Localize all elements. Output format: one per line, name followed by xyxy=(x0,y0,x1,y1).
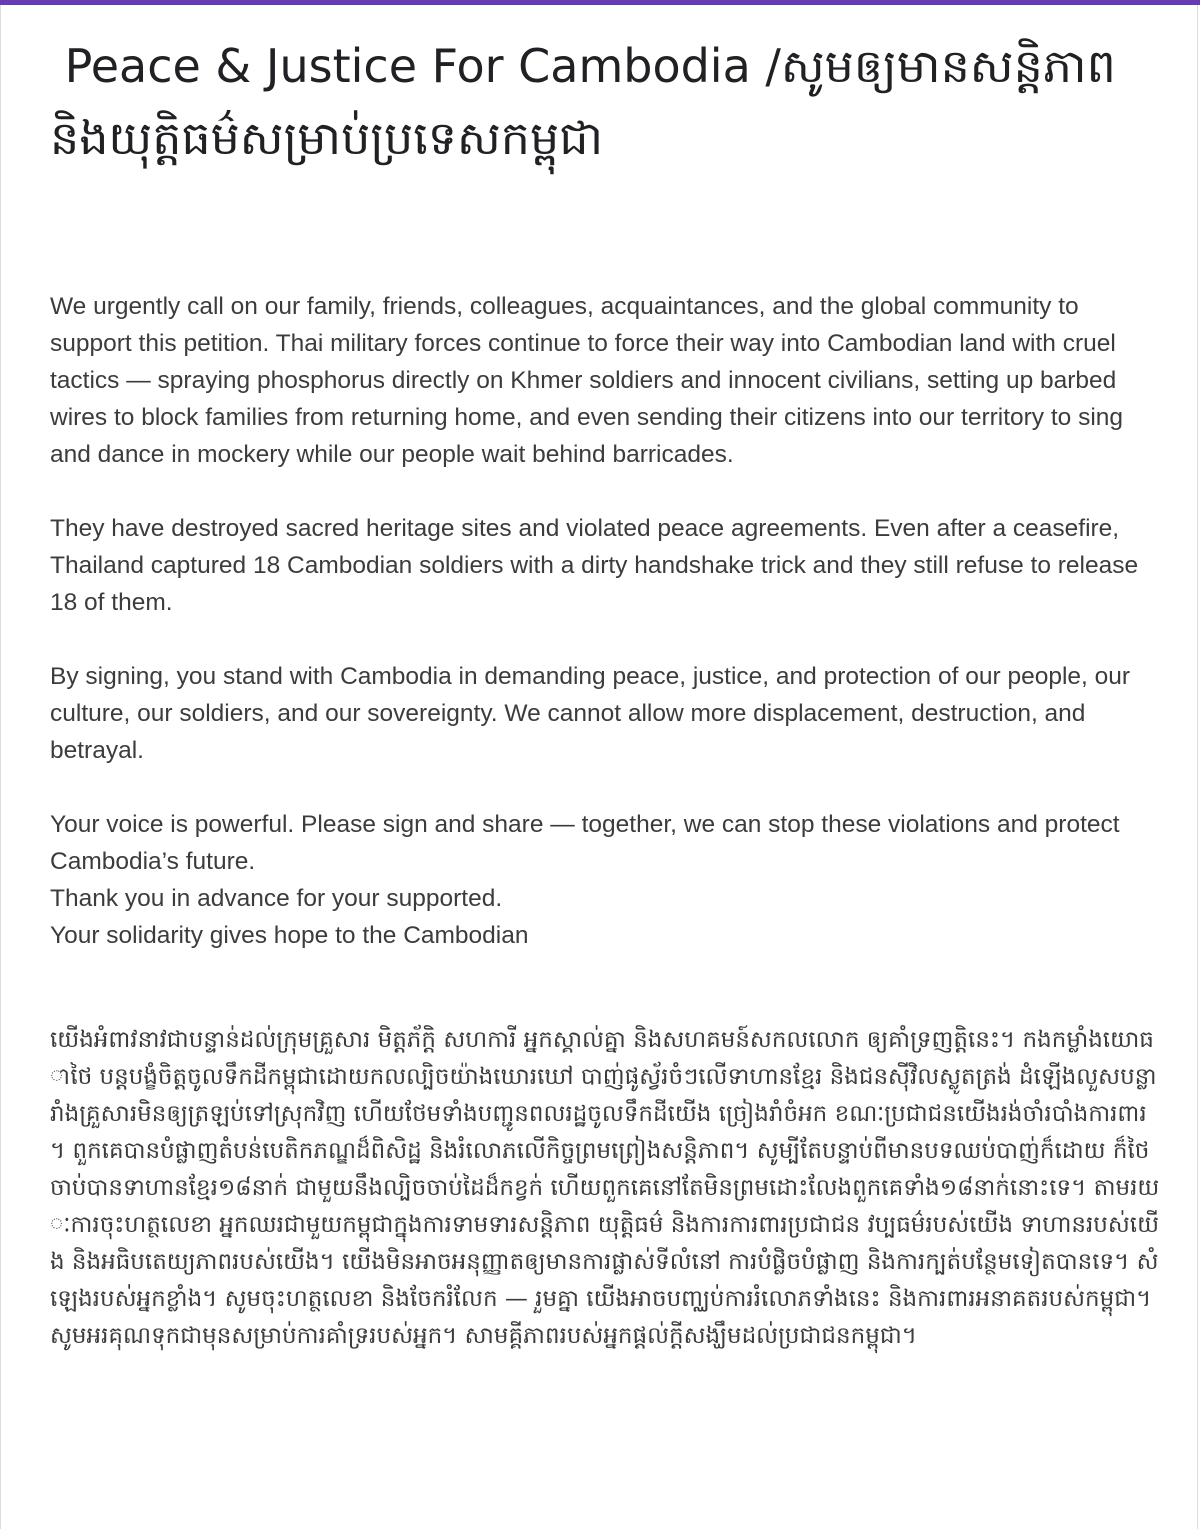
description-khmer-paragraph: យើងអំពាវនាវជាបន្ទាន់ដល់ក្រុមគ្រួសារ មិត្តភ័ក្តិ សហការី អ្នកស្គាល់គ្នា និងសហគមន៍សកលលោក ឲ្យគាំទ្រញត្តិនេះ។ កងកម្លាំងយោធាថៃ បន្តបង្ខំចិត្តចូលទឹកដីកម្ពុជាដោយកលល្បិចយ៉ាងឃោរឃៅ បាញ់ផូស្វ័រចំៗលើទាហានខ្មែរ និងជនស៊ីវិលស្លូតត្រង់ ដំឡើងលួសបន្លា រាំងគ្រួសារមិនឲ្យត្រឡប់ទៅស្រុកវិញ ហើយថែមទាំងបញ្ជូនពលរដ្ឋចូលទឹកដីយើង ច្រៀងរាំចំអក ខណៈប្រជាជនយើងរង់ចាំរបាំងការពារ។ ពួកគេបានបំផ្លាញតំបន់បេតិកភណ្ឌដ៏ពិសិដ្ឋ និងរំលោភលើកិច្ចព្រមព្រៀងសន្តិភាព។ សូម្បីតែបន្ទាប់ពីមានបទឈប់បាញ់ក៏ដោយ ក៏ថៃចាប់បានទាហានខ្មែរ១៨នាក់ ជាមួយនឹងល្បិចចាប់ដៃដ៏កខ្វក់ ហើយពួកគេនៅតែមិនព្រមដោះលែងពួកគេទាំង១៨នាក់នោះទេ។ តាមរយៈការចុះហត្ថលេខា អ្នកឈរជាមួយកម្ពុជាក្នុងការទាមទារសន្តិភាព យុត្តិធម៌ និងការការពារប្រជាជន វប្បធម៌របស់យើង ទាហានរបស់យើង និងអធិបតេយ្យភាពរបស់យើង។ យើងមិនអាចអនុញ្ញាតឲ្យមានការផ្លាស់ទីលំនៅ ការបំផ្លិចបំផ្លាញ និងការក្បត់បន្ថែមទៀតបានទេ។ សំឡេងរបស់អ្នកខ្លាំង។ សូមចុះហត្ថលេខា និងចែករំលែក — រួមគ្នា យើងអាចបញ្ឈប់ការរំលោភទាំងនេះ និងការពារអនាគតរបស់កម្ពុជា។ សូមអរគុណទុកជាមុនសម្រាប់ការគាំទ្ររបស់អ្នក។ សាមគ្គីភាពរបស់អ្នកផ្តល់ក្តីសង្ឃឹមដល់ប្រជាជនកម្ពុជា។ xyxy=(50,1027,1160,1349)
description-paragraph-3: By signing, you stand with Cambodia in demanding peace, justice, and protection of our people, our culture, our soldiers, and our sovereignty. We cannot allow more displacement, destruction, and betrayal. xyxy=(50,663,1131,764)
form-title: Peace & Justice For Cambodia /សូមឲ្យមានសន្តិភាព និងយុត្តិធម៌សម្រាប់ប្រទេសកម្ពុជា xyxy=(50,39,1131,165)
form-description xyxy=(50,288,1160,991)
description-line-thanks: Thank you in advance for your supported. xyxy=(50,885,503,912)
description-paragraph-4 xyxy=(50,806,1160,954)
description-line-voice: Your voice is powerful. Please sign and share — together, we can stop these violations and protect Cambodia’s future. xyxy=(50,811,1120,875)
description-line-solidarity: Your solidarity gives hope to the Cambodian xyxy=(50,922,529,949)
description-paragraph-1: We urgently call on our family, friends, colleagues, acquaintances, and the global community to support this petition. Thai military forces continue to force their way into Cambodian land with cruel tactics — spraying phosphorus directly on Khmer soldiers and innocent civilians, setting up barbed wires to block families from returning home, and even sending their citizens into our territory to sing and dance in mockery while our people wait behind barricades. xyxy=(50,293,1124,468)
description-paragraph-2: They have destroyed sacred heritage sites and violated peace agreements. Even after a ceasefire, Thailand captured 18 Cambodian soldiers with a dirty handshake trick and they still refuse to release 18 of them. xyxy=(50,515,1139,616)
